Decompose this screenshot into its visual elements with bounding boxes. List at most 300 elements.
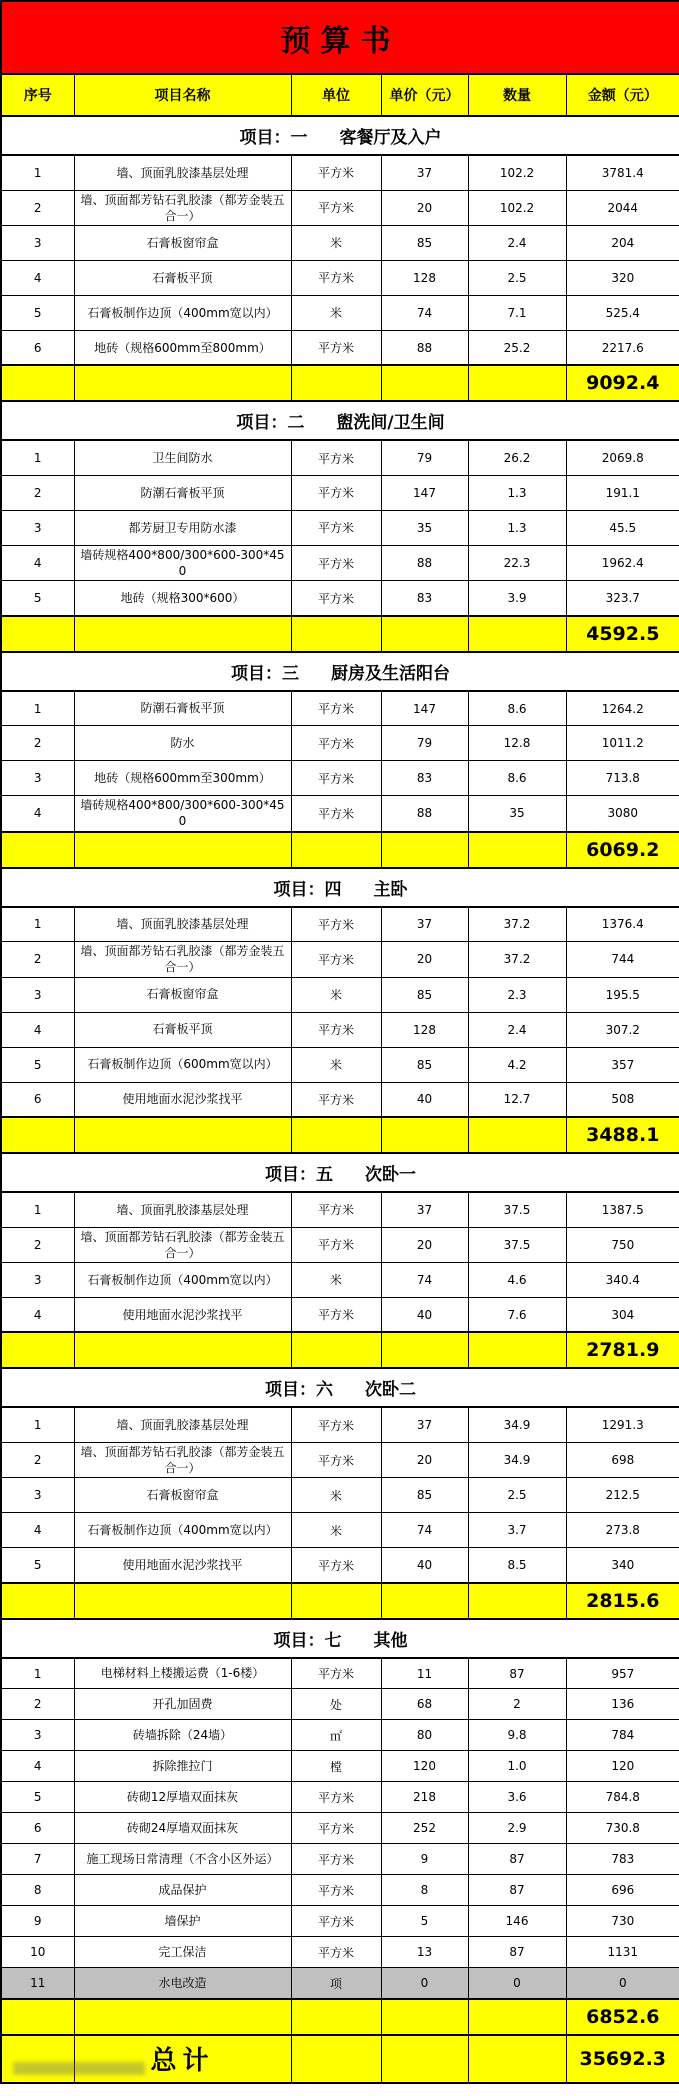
row-seq: 1	[1, 1192, 74, 1227]
subtotal-empty-cell	[291, 1583, 381, 1619]
total-empty-cell	[381, 2035, 468, 2083]
subtotal-empty-cell	[468, 1117, 566, 1153]
row-amount: 730.8	[566, 1813, 679, 1844]
table-row	[1, 440, 679, 475]
row-seq: 2	[1, 475, 74, 510]
row-unit: 平方米	[291, 691, 381, 726]
row-amount: 212.5	[566, 1478, 679, 1513]
table-row	[1, 510, 679, 545]
section-name: 其他	[373, 1630, 408, 1651]
row-unit: 平方米	[291, 942, 381, 977]
row-amount: 3781.4	[566, 155, 679, 190]
table-row	[1, 1513, 679, 1548]
subtotal-empty-cell	[468, 616, 566, 652]
row-unit-price: 252	[381, 1813, 468, 1844]
row-unit-price: 37	[381, 1192, 468, 1227]
subtotal-empty-cell	[468, 1332, 566, 1368]
table-row	[1, 977, 679, 1012]
subtotal-empty-cell	[74, 616, 291, 652]
subtotal-empty-cell	[381, 1583, 468, 1619]
row-quantity: 1.0	[468, 1751, 566, 1782]
row-item-name: 石膏板窗帘盒	[74, 225, 291, 260]
row-unit-price: 88	[381, 545, 468, 580]
grand-total-row	[1, 2035, 679, 2083]
row-unit-price: 20	[381, 1442, 468, 1477]
table-row	[1, 1262, 679, 1297]
row-unit: 平方米	[291, 1442, 381, 1477]
row-unit: 平方米	[291, 475, 381, 510]
grand-total-value: 35692.3	[566, 2035, 679, 2083]
section-header-row	[1, 652, 679, 691]
row-amount: 698	[566, 1442, 679, 1477]
row-seq: 2	[1, 942, 74, 977]
row-unit-price: 128	[381, 1012, 468, 1047]
row-seq: 2	[1, 1689, 74, 1720]
column-header-4: 数量	[468, 74, 566, 116]
row-unit: 处	[291, 1689, 381, 1720]
table-row	[1, 1658, 679, 1689]
row-amount: 3080	[566, 796, 679, 832]
row-quantity: 37.2	[468, 907, 566, 942]
row-quantity: 22.3	[468, 545, 566, 580]
row-amount: 1011.2	[566, 726, 679, 761]
row-quantity: 4.6	[468, 1262, 566, 1297]
row-item-name: 电梯材料上楼搬运费（1-6楼）	[74, 1658, 291, 1689]
row-item-name: 砖墙拆除（24墙）	[74, 1720, 291, 1751]
row-quantity: 7.1	[468, 295, 566, 330]
row-amount: 340	[566, 1548, 679, 1583]
table-row	[1, 1937, 679, 1968]
section-header-row	[1, 116, 679, 155]
subtotal-empty-cell	[468, 365, 566, 401]
row-item-name: 墙、顶面都芳钻石乳胶漆（都芳金装五合一）	[74, 190, 291, 225]
row-quantity: 87	[468, 1658, 566, 1689]
row-unit: 平方米	[291, 1844, 381, 1875]
row-item-name: 石膏板制作边顶（600mm宽以内）	[74, 1047, 291, 1082]
row-quantity: 2.4	[468, 225, 566, 260]
subtotal-empty-cell	[291, 616, 381, 652]
table-row	[1, 942, 679, 977]
section-subtotal-value: 3488.1	[566, 1117, 679, 1153]
row-amount: 784.8	[566, 1782, 679, 1813]
row-amount: 307.2	[566, 1012, 679, 1047]
row-quantity: 8.6	[468, 691, 566, 726]
row-item-name: 使用地面水泥沙浆找平	[74, 1297, 291, 1332]
row-unit-price: 147	[381, 691, 468, 726]
row-seq: 1	[1, 907, 74, 942]
row-amount: 696	[566, 1875, 679, 1906]
section-title	[1, 868, 679, 907]
row-item-name: 水电改造	[74, 1968, 291, 1999]
column-header-1: 项目名称	[74, 74, 291, 116]
column-header-3: 单价（元）	[381, 74, 468, 116]
section-name: 厨房及生活阳台	[331, 663, 451, 684]
row-amount: 1264.2	[566, 691, 679, 726]
section-subtotal-row	[1, 1117, 679, 1153]
section-label: 项目：六	[265, 1380, 334, 1401]
row-amount: 320	[566, 260, 679, 295]
row-quantity: 2.4	[468, 1012, 566, 1047]
row-item-name: 墙砖规格400*800/300*600-300*450	[74, 796, 291, 832]
table-row	[1, 260, 679, 295]
section-title	[1, 1368, 679, 1407]
row-seq: 5	[1, 1782, 74, 1813]
row-unit: 平方米	[291, 1658, 381, 1689]
section-header-row	[1, 1153, 679, 1192]
row-unit: 平方米	[291, 907, 381, 942]
section-subtotal-value: 6852.6	[566, 1999, 679, 2035]
subtotal-empty-cell	[381, 1332, 468, 1368]
row-seq: 3	[1, 1720, 74, 1751]
row-unit-price: 85	[381, 977, 468, 1012]
section-title	[1, 652, 679, 691]
row-amount: 304	[566, 1297, 679, 1332]
row-seq: 6	[1, 1082, 74, 1117]
table-row	[1, 475, 679, 510]
row-item-name: 地砖（规格300*600）	[74, 581, 291, 616]
row-quantity: 2.3	[468, 977, 566, 1012]
row-item-name: 砖砌24厚墙双面抹灰	[74, 1813, 291, 1844]
row-amount: 1376.4	[566, 907, 679, 942]
table-row	[1, 1813, 679, 1844]
column-header-5: 金额（元）	[566, 74, 679, 116]
row-unit-price: 83	[381, 761, 468, 796]
row-unit-price: 13	[381, 1937, 468, 1968]
row-unit-price: 37	[381, 907, 468, 942]
row-item-name: 都芳厨卫专用防水漆	[74, 510, 291, 545]
section-subtotal-value: 9092.4	[566, 365, 679, 401]
row-quantity: 8.5	[468, 1548, 566, 1583]
row-quantity: 2.5	[468, 260, 566, 295]
table-row	[1, 1192, 679, 1227]
subtotal-empty-cell	[381, 1117, 468, 1153]
subtotal-empty-cell	[1, 1583, 74, 1619]
row-unit: 平方米	[291, 1875, 381, 1906]
row-unit: 平方米	[291, 1782, 381, 1813]
row-item-name: 石膏板平顶	[74, 1012, 291, 1047]
section-subtotal-row	[1, 1332, 679, 1368]
row-quantity: 34.9	[468, 1407, 566, 1442]
row-item-name: 卫生间防水	[74, 440, 291, 475]
row-amount: 744	[566, 942, 679, 977]
table-row	[1, 1082, 679, 1117]
row-amount: 45.5	[566, 510, 679, 545]
table-row	[1, 1906, 679, 1937]
row-quantity: 37.2	[468, 942, 566, 977]
row-seq: 4	[1, 1751, 74, 1782]
row-seq: 1	[1, 155, 74, 190]
row-item-name: 地砖（规格600mm至300mm）	[74, 761, 291, 796]
row-amount: 195.5	[566, 977, 679, 1012]
row-seq: 11	[1, 1968, 74, 1999]
row-unit-price: 74	[381, 295, 468, 330]
row-seq: 3	[1, 225, 74, 260]
row-amount: 323.7	[566, 581, 679, 616]
subtotal-empty-cell	[1, 832, 74, 868]
row-seq: 6	[1, 1813, 74, 1844]
row-unit-price: 0	[381, 1968, 468, 1999]
subtotal-empty-cell	[74, 1583, 291, 1619]
row-amount: 1387.5	[566, 1192, 679, 1227]
row-item-name: 墙、顶面乳胶漆基层处理	[74, 907, 291, 942]
row-item-name: 墙、顶面乳胶漆基层处理	[74, 1407, 291, 1442]
subtotal-empty-cell	[1, 1332, 74, 1368]
row-seq: 2	[1, 1227, 74, 1262]
row-unit-price: 37	[381, 1407, 468, 1442]
section-header-row	[1, 1619, 679, 1658]
subtotal-empty-cell	[1, 1999, 74, 2035]
row-seq: 3	[1, 510, 74, 545]
section-subtotal-row	[1, 1999, 679, 2035]
section-subtotal-row	[1, 1583, 679, 1619]
section-header-row	[1, 1368, 679, 1407]
row-unit: 米	[291, 1047, 381, 1082]
section-label: 项目：二	[236, 413, 305, 434]
row-seq: 5	[1, 1548, 74, 1583]
row-unit-price: 85	[381, 1478, 468, 1513]
row-unit-price: 40	[381, 1297, 468, 1332]
row-quantity: 7.6	[468, 1297, 566, 1332]
row-unit: 平方米	[291, 1937, 381, 1968]
row-seq: 4	[1, 1012, 74, 1047]
row-unit-price: 68	[381, 1689, 468, 1720]
row-seq: 5	[1, 1047, 74, 1082]
row-unit: 平方米	[291, 761, 381, 796]
row-unit: 平方米	[291, 1407, 381, 1442]
row-item-name: 成品保护	[74, 1875, 291, 1906]
row-item-name: 墙、顶面都芳钻石乳胶漆（都芳金装五合一）	[74, 942, 291, 977]
section-subtotal-value: 4592.5	[566, 616, 679, 652]
row-unit: 米	[291, 977, 381, 1012]
row-unit-price: 83	[381, 581, 468, 616]
row-unit: 平方米	[291, 260, 381, 295]
row-quantity: 4.2	[468, 1047, 566, 1082]
row-amount: 2069.8	[566, 440, 679, 475]
row-quantity: 3.7	[468, 1513, 566, 1548]
row-unit: 平方米	[291, 1227, 381, 1262]
table-row	[1, 1407, 679, 1442]
row-item-name: 石膏板平顶	[74, 260, 291, 295]
column-header-0: 序号	[1, 74, 74, 116]
subtotal-empty-cell	[381, 365, 468, 401]
row-unit-price: 79	[381, 726, 468, 761]
row-item-name: 使用地面水泥沙浆找平	[74, 1082, 291, 1117]
row-unit-price: 88	[381, 796, 468, 832]
subtotal-empty-cell	[74, 1117, 291, 1153]
row-quantity: 12.8	[468, 726, 566, 761]
row-unit-price: 85	[381, 225, 468, 260]
row-unit: 米	[291, 1478, 381, 1513]
row-item-name: 墙砖规格400*800/300*600-300*450	[74, 545, 291, 580]
row-unit-price: 35	[381, 510, 468, 545]
total-empty-cell	[1, 2035, 74, 2083]
section-subtotal-row	[1, 832, 679, 868]
row-unit: 平方米	[291, 440, 381, 475]
row-seq: 7	[1, 1844, 74, 1875]
row-amount: 750	[566, 1227, 679, 1262]
row-unit-price: 79	[381, 440, 468, 475]
table-row	[1, 1844, 679, 1875]
row-amount: 1962.4	[566, 545, 679, 580]
section-subtotal-row	[1, 616, 679, 652]
row-unit: 平方米	[291, 1192, 381, 1227]
row-unit: 樘	[291, 1751, 381, 1782]
row-seq: 3	[1, 1262, 74, 1297]
subtotal-empty-cell	[468, 832, 566, 868]
row-amount: 136	[566, 1689, 679, 1720]
row-seq: 3	[1, 761, 74, 796]
row-seq: 4	[1, 260, 74, 295]
section-label: 项目：五	[265, 1165, 334, 1185]
section-label: 项目：三	[231, 663, 300, 684]
row-item-name: 墙、顶面都芳钻石乳胶漆（都芳金装五合一）	[74, 1442, 291, 1477]
section-title	[1, 1153, 679, 1192]
row-amount: 783	[566, 1844, 679, 1875]
row-unit-price: 120	[381, 1751, 468, 1782]
table-row	[1, 1968, 679, 1999]
row-unit: 平方米	[291, 1906, 381, 1937]
row-item-name: 完工保洁	[74, 1937, 291, 1968]
row-seq: 4	[1, 796, 74, 832]
row-quantity: 3.6	[468, 1782, 566, 1813]
row-quantity: 1.3	[468, 475, 566, 510]
row-unit-price: 74	[381, 1262, 468, 1297]
row-seq: 2	[1, 726, 74, 761]
row-seq: 3	[1, 977, 74, 1012]
subtotal-empty-cell	[74, 365, 291, 401]
row-unit-price: 85	[381, 1047, 468, 1082]
row-unit: 平方米	[291, 1813, 381, 1844]
table-row	[1, 225, 679, 260]
row-amount: 525.4	[566, 295, 679, 330]
subtotal-empty-cell	[468, 1999, 566, 2035]
table-row	[1, 295, 679, 330]
table-row	[1, 691, 679, 726]
table-row	[1, 726, 679, 761]
row-item-name: 石膏板制作边顶（400mm宽以内）	[74, 1262, 291, 1297]
row-quantity: 0	[468, 1968, 566, 1999]
row-unit: 平方米	[291, 1082, 381, 1117]
table-row	[1, 1478, 679, 1513]
row-quantity: 87	[468, 1937, 566, 1968]
row-unit-price: 128	[381, 260, 468, 295]
section-header-row	[1, 401, 679, 440]
row-amount: 957	[566, 1658, 679, 1689]
subtotal-empty-cell	[74, 1999, 291, 2035]
row-unit-price: 20	[381, 942, 468, 977]
table-row	[1, 796, 679, 832]
row-seq: 1	[1, 440, 74, 475]
section-subtotal-value: 2815.6	[566, 1583, 679, 1619]
table-row	[1, 1227, 679, 1262]
page-title: 预算书	[1, 1, 679, 74]
row-amount: 191.1	[566, 475, 679, 510]
table-row	[1, 907, 679, 942]
row-unit: 平方米	[291, 1548, 381, 1583]
row-quantity: 1.3	[468, 510, 566, 545]
section-label: 项目：一	[239, 128, 308, 148]
row-unit-price: 5	[381, 1906, 468, 1937]
row-item-name: 石膏板制作边顶（400mm宽以内）	[74, 295, 291, 330]
section-title	[1, 401, 679, 440]
row-quantity: 26.2	[468, 440, 566, 475]
row-unit-price: 37	[381, 155, 468, 190]
row-seq: 9	[1, 1906, 74, 1937]
row-amount: 730	[566, 1906, 679, 1937]
subtotal-empty-cell	[1, 365, 74, 401]
row-amount: 357	[566, 1047, 679, 1082]
section-name: 次卧一	[365, 1165, 417, 1185]
row-item-name: 拆除推拉门	[74, 1751, 291, 1782]
row-quantity: 9.8	[468, 1720, 566, 1751]
row-unit: 平方米	[291, 545, 381, 580]
row-seq: 6	[1, 330, 74, 365]
section-name: 客餐厅及入户	[339, 128, 442, 148]
row-item-name: 墙保护	[74, 1906, 291, 1937]
row-unit-price: 20	[381, 1227, 468, 1262]
total-empty-cell	[468, 2035, 566, 2083]
row-unit-price: 74	[381, 1513, 468, 1548]
table-row	[1, 1689, 679, 1720]
subtotal-empty-cell	[381, 616, 468, 652]
subtotal-empty-cell	[1, 616, 74, 652]
row-seq: 1	[1, 691, 74, 726]
row-seq: 4	[1, 1513, 74, 1548]
row-item-name: 地砖（规格600mm至800mm）	[74, 330, 291, 365]
subtotal-empty-cell	[381, 1999, 468, 2035]
table-row	[1, 581, 679, 616]
row-item-name: 墙、顶面都芳钻石乳胶漆（都芳金装五合一）	[74, 1227, 291, 1262]
row-quantity: 87	[468, 1875, 566, 1906]
row-unit: 平方米	[291, 510, 381, 545]
row-unit: 平方米	[291, 155, 381, 190]
row-seq: 4	[1, 1297, 74, 1332]
column-header-row	[1, 74, 679, 116]
row-item-name: 施工现场日常清理（不含小区外运）	[74, 1844, 291, 1875]
subtotal-empty-cell	[291, 1117, 381, 1153]
row-amount: 1131	[566, 1937, 679, 1968]
row-quantity: 3.9	[468, 581, 566, 616]
subtotal-empty-cell	[291, 1999, 381, 2035]
row-unit: 米	[291, 1513, 381, 1548]
row-quantity: 8.6	[468, 761, 566, 796]
row-quantity: 37.5	[468, 1192, 566, 1227]
row-unit-price: 11	[381, 1658, 468, 1689]
section-name: 主卧	[373, 879, 408, 900]
row-unit: 平方米	[291, 726, 381, 761]
table-row	[1, 190, 679, 225]
section-label: 项目：四	[273, 879, 342, 900]
grand-total-label: 总计	[74, 2035, 291, 2083]
row-amount: 2217.6	[566, 330, 679, 365]
row-unit-price: 218	[381, 1782, 468, 1813]
table-row	[1, 1875, 679, 1906]
row-seq: 1	[1, 1658, 74, 1689]
table-row	[1, 1047, 679, 1082]
column-header-2: 单位	[291, 74, 381, 116]
row-unit: 平方米	[291, 1012, 381, 1047]
budget-table-body	[1, 116, 679, 2083]
row-amount: 273.8	[566, 1513, 679, 1548]
row-seq: 5	[1, 295, 74, 330]
row-quantity: 34.9	[468, 1442, 566, 1477]
row-item-name: 开孔加固费	[74, 1689, 291, 1720]
row-quantity: 2	[468, 1689, 566, 1720]
row-seq: 2	[1, 190, 74, 225]
row-item-name: 墙、顶面乳胶漆基层处理	[74, 155, 291, 190]
row-quantity: 87	[468, 1844, 566, 1875]
row-quantity: 2.5	[468, 1478, 566, 1513]
